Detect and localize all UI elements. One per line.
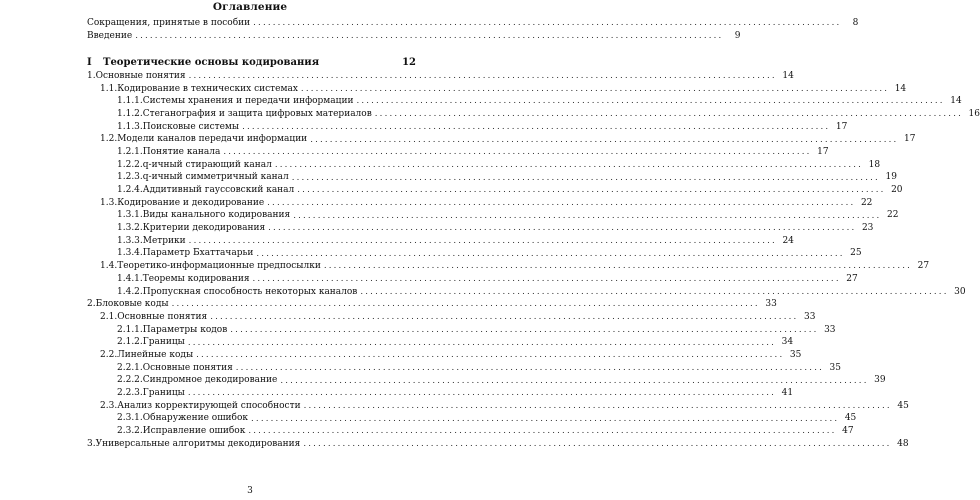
toc-title: Основные понятия xyxy=(117,311,208,322)
toc-row[interactable] xyxy=(87,210,899,223)
toc-number: 1.2.1. xyxy=(117,146,143,157)
toc-title: Кодирование и декодирование xyxy=(117,197,265,208)
toc-page: 27 xyxy=(917,261,930,272)
toc-number: 1.4. xyxy=(100,261,118,272)
toc-row[interactable] xyxy=(87,375,886,388)
toc-leader: ........................................................................................................................ xyxy=(251,413,840,424)
toc-number: 2.3.1. xyxy=(117,413,143,424)
toc-title: q-ичный симметричный канал xyxy=(142,172,289,183)
toc-leader: ........................................................................................................................ xyxy=(274,159,864,170)
toc-row[interactable] xyxy=(87,362,841,375)
toc-number: 1.2.2. xyxy=(117,159,143,170)
toc-page: 33 xyxy=(824,324,836,335)
toc-row[interactable] xyxy=(87,324,836,337)
toc-row[interactable] xyxy=(87,260,930,273)
toc-leader: ........................................................................................................................ xyxy=(267,197,856,208)
toc-title: Критерии декодирования xyxy=(142,223,266,234)
toc-number: 1.1.1. xyxy=(117,96,143,107)
toc-row[interactable] xyxy=(87,298,777,311)
toc-row[interactable] xyxy=(87,83,907,96)
toc-part-title: Теоретические основы кодирования xyxy=(103,57,320,68)
toc-page: 30 xyxy=(954,286,966,297)
toc-page: 14 xyxy=(782,70,794,81)
toc-number: 2.2.3. xyxy=(117,388,143,399)
toc-number: 1. xyxy=(87,70,96,81)
toc-number: 1.2.3. xyxy=(117,172,143,183)
toc-row[interactable] xyxy=(87,159,881,172)
toc-number: 1.1.3. xyxy=(117,121,143,132)
toc-leader: ........................................................................................................................ xyxy=(210,312,799,323)
toc-number: 1.3.3. xyxy=(117,235,143,246)
toc-row[interactable] xyxy=(87,146,829,159)
toc-number: 2.3. xyxy=(100,400,118,411)
toc-leader: ........................................................................................................................ xyxy=(253,18,842,29)
toc-leader: ........................................................................................................................ xyxy=(310,134,899,145)
toc-number: 2.3.2. xyxy=(117,426,143,437)
toc-page: 35 xyxy=(789,349,802,360)
toc-number: 2.1. xyxy=(100,311,118,322)
toc-page: 20 xyxy=(891,185,903,196)
toc-number: 2. xyxy=(87,299,96,310)
page-number: 3 xyxy=(247,486,253,496)
toc-title: Блоковые коды xyxy=(95,299,169,310)
toc-page: 22 xyxy=(886,210,899,221)
toc-page: 35 xyxy=(829,362,841,373)
toc-row[interactable] xyxy=(87,400,909,413)
toc-title: Аддитивный гауссовский канал xyxy=(142,185,295,196)
toc-title: Параметр Бхаттачарьи xyxy=(142,248,254,259)
toc-row[interactable] xyxy=(87,425,854,438)
toc-page: 9 xyxy=(734,31,741,41)
toc-number: 2.2. xyxy=(100,349,118,360)
toc-title: q-ичный стирающий канал xyxy=(142,159,272,170)
toc-title: Основные понятия xyxy=(95,70,186,81)
toc-leader: ........................................................................................................................ xyxy=(135,31,724,42)
toc-number: 1.4.2. xyxy=(117,286,143,297)
toc-number: 1.1.2. xyxy=(117,108,143,119)
toc-leader: ........................................................................................................................ xyxy=(356,96,945,107)
toc-leader: ........................................................................................................................ xyxy=(188,71,777,82)
toc-page: 19 xyxy=(885,172,897,183)
toc-row-front[interactable] xyxy=(87,17,859,30)
toc-number: 1.3.2. xyxy=(117,223,143,234)
toc-title: Стеганография и защита цифровых материалов xyxy=(142,108,372,119)
toc-page: 8 xyxy=(852,18,859,28)
toc-row[interactable] xyxy=(87,70,794,83)
toc-leader: ........................................................................................................................ xyxy=(360,286,949,297)
toc-entries xyxy=(87,70,980,451)
toc-number: 2.1.1. xyxy=(117,324,143,335)
toc-leader: ........................................................................................................................ xyxy=(323,261,913,272)
toc-list xyxy=(87,17,980,451)
toc-number: 1.3. xyxy=(100,197,118,208)
toc-leader: ........................................................................................................................ xyxy=(188,236,777,247)
toc-leader: ........................................................................................................................ xyxy=(303,400,892,411)
toc-title: Границы xyxy=(142,337,185,348)
toc-title: Теоремы кодирования xyxy=(142,273,250,284)
toc-leader: ........................................................................................................................ xyxy=(293,210,882,221)
toc-page: 24 xyxy=(782,235,794,246)
toc-title: Сокращения, принятые в пособии xyxy=(87,18,251,28)
toc-page: 14 xyxy=(894,83,907,94)
toc-leader: ........................................................................................................................ xyxy=(187,337,777,348)
toc-part-row[interactable] xyxy=(87,56,416,70)
toc-page: 48 xyxy=(897,438,909,449)
toc-title: Линейные коды xyxy=(117,349,194,360)
toc-leader: ........................................................................................................................ xyxy=(297,185,886,196)
toc-number: 1.3.4. xyxy=(117,248,143,259)
toc-title: Системы хранения и передачи информации xyxy=(142,96,354,107)
toc-leader: ........................................................................................................................ xyxy=(280,375,869,386)
toc-title: Параметры кодов xyxy=(142,324,228,335)
toc-row[interactable] xyxy=(87,121,848,134)
toc-row[interactable] xyxy=(87,235,794,248)
toc-leader: ........................................................................................................................ xyxy=(235,362,824,373)
toc-leader: ........................................................................................................................ xyxy=(196,350,785,361)
toc-page: 47 xyxy=(842,426,854,437)
toc-number: 3. xyxy=(87,438,96,449)
toc-page: 17 xyxy=(835,121,848,132)
toc-page: 41 xyxy=(781,388,794,399)
toc-number: 2.2.1. xyxy=(117,362,143,373)
toc-page: 25 xyxy=(850,248,862,259)
toc-number: 1.1. xyxy=(100,83,118,94)
toc-row[interactable] xyxy=(87,172,897,185)
toc-leader: ........................................................................................................................ xyxy=(300,83,890,94)
toc-title: Понятие канала xyxy=(142,146,221,157)
toc-number: 1.4.1. xyxy=(117,273,143,284)
toc-title: Виды канального кодирования xyxy=(142,210,291,221)
toc-title: Анализ корректирующей способности xyxy=(117,400,301,411)
toc-title: Границы xyxy=(142,388,185,399)
toc-row[interactable] xyxy=(87,311,816,324)
toc-page: 17 xyxy=(817,146,829,157)
toc-page: 27 xyxy=(846,273,858,284)
toc-number: 1.2.4. xyxy=(117,185,143,196)
toc-page: 45 xyxy=(844,413,857,424)
toc-row[interactable] xyxy=(87,133,916,146)
toc-row[interactable] xyxy=(87,197,873,210)
toc-row[interactable] xyxy=(87,184,903,197)
toc-page: 22 xyxy=(860,197,873,208)
toc-title: Исправление ошибок xyxy=(142,426,246,437)
toc-row[interactable] xyxy=(87,95,962,108)
toc-leader: ........................................................................................................................ xyxy=(187,388,777,399)
toc-page: 33 xyxy=(803,311,816,322)
toc-page: 34 xyxy=(781,337,794,348)
toc-title: Поисковые системы xyxy=(142,121,240,132)
toc-title: Универсальные алгоритмы декодирования xyxy=(95,438,301,449)
toc-part-page: 12 xyxy=(402,57,416,68)
toc-row[interactable] xyxy=(87,222,874,235)
toc-number: 1.2. xyxy=(100,134,118,145)
toc-title: Обнаружение ошибок xyxy=(142,413,249,424)
toc-title: Пропускная способность некоторых каналов xyxy=(142,286,358,297)
toc-page: 23 xyxy=(861,223,874,234)
toc-title: Основные понятия xyxy=(142,362,233,373)
toc-title: Метрики xyxy=(142,235,186,246)
toc-leader: ........................................................................................................................ xyxy=(230,324,819,335)
toc-row[interactable] xyxy=(87,336,794,349)
toc-page: 14 xyxy=(950,96,962,107)
toc-row[interactable] xyxy=(87,273,858,286)
toc-spacer xyxy=(87,43,416,56)
toc-title: Теоретико-информационные предпосылки xyxy=(117,261,321,272)
toc-leader: ........................................................................................................................ xyxy=(252,274,841,285)
toc-row[interactable] xyxy=(87,387,794,400)
toc-row[interactable] xyxy=(87,413,857,426)
toc-page: 17 xyxy=(903,134,916,145)
toc-number: 2.1.2. xyxy=(117,337,143,348)
toc-row[interactable] xyxy=(87,349,802,362)
toc-row[interactable] xyxy=(87,108,980,121)
toc-number: 2.2.2. xyxy=(117,375,143,386)
toc-row[interactable] xyxy=(87,286,966,299)
toc-title: Модели каналов передачи информации xyxy=(117,134,308,145)
toc-row-front[interactable] xyxy=(87,30,741,43)
toc-title: Кодирование в технических системах xyxy=(117,83,298,94)
toc-page: 45 xyxy=(897,400,909,411)
toc-title: Введение xyxy=(87,31,133,41)
toc-leader: ........................................................................................................................ xyxy=(242,121,831,132)
toc-page: 39 xyxy=(874,375,886,386)
toc-leader: ........................................................................................................................ xyxy=(268,223,857,234)
toc-row[interactable] xyxy=(87,438,909,451)
toc-leader: ........................................................................................................................ xyxy=(223,147,812,158)
toc-leader: ........................................................................................................................ xyxy=(374,109,963,120)
toc-number: 1.3.1. xyxy=(117,210,143,221)
toc-leader: ........................................................................................................................ xyxy=(291,172,880,183)
toc-leader: ........................................................................................................................ xyxy=(256,248,845,259)
toc-page: 16 xyxy=(968,108,980,119)
toc-page: 18 xyxy=(868,159,881,170)
toc-part-num: I xyxy=(87,57,92,68)
toc-leader: ........................................................................................................................ xyxy=(248,426,837,437)
toc-leader: ........................................................................................................................ xyxy=(303,439,892,450)
toc-heading: Оглавление xyxy=(212,1,288,13)
toc-page: 33 xyxy=(765,299,777,310)
toc-leader: ........................................................................................................................ xyxy=(171,299,760,310)
toc-row[interactable] xyxy=(87,248,862,261)
toc-title: Синдромное декодирование xyxy=(142,375,278,386)
